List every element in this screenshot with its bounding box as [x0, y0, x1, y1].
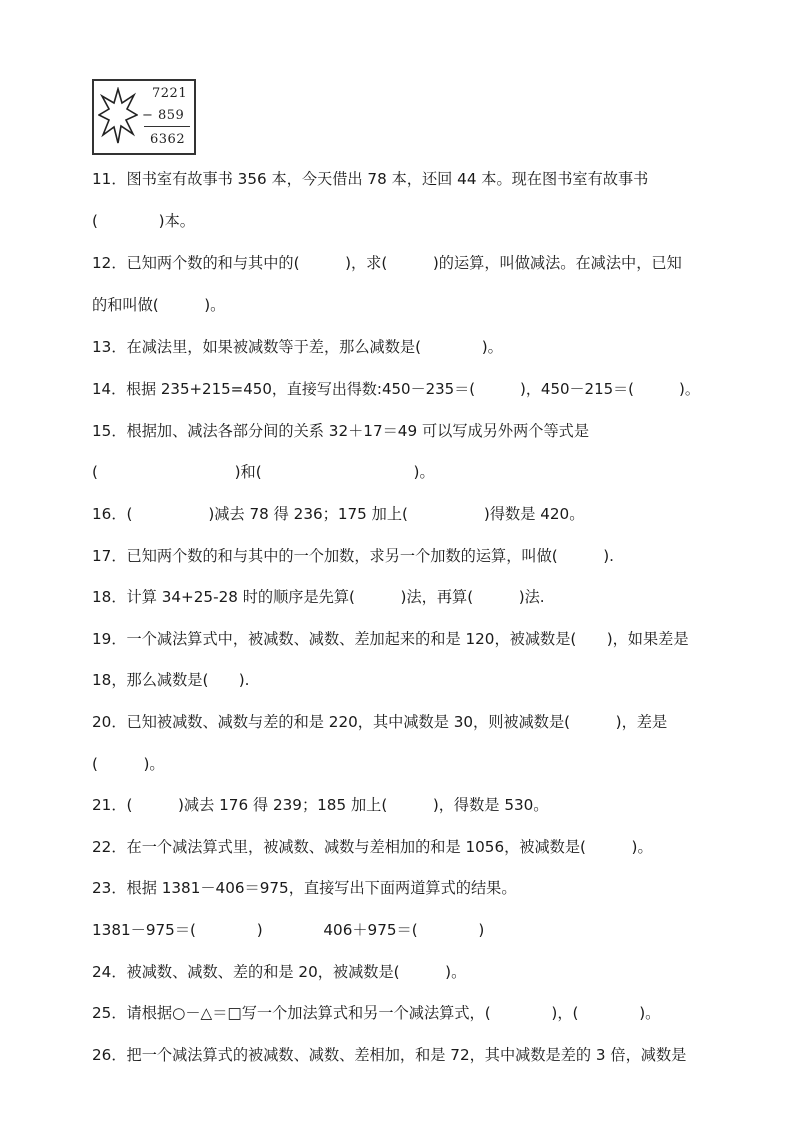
question-15-line-2: ( )和( )。: [92, 463, 435, 481]
question-11-line-2: ( )本。: [92, 212, 195, 230]
figure-rule: [144, 126, 190, 127]
question-21: 21．( )减去 176 得 239；185 加上( )，得数是 530。: [92, 796, 549, 814]
question-15-line-1: 15．根据加、减法各部分间的关系 32＋17＝49 可以写成另外两个等式是: [92, 422, 590, 440]
question-22: 22．在一个减法算式里，被减数、减数与差相加的和是 1056，被减数是( )。: [92, 838, 653, 856]
figure-minuend: 7221: [152, 86, 188, 101]
figure-result: 6362: [150, 132, 186, 147]
subtraction-figure: [92, 79, 196, 155]
question-13: 13．在减法里，如果被减数等于差，那么减数是( )。: [92, 338, 503, 356]
figure-minus-sign: −: [142, 108, 154, 123]
question-26: 26．把一个减法算式的被减数、减数、差相加，和是 72，其中减数是差的 3 倍，减数是: [92, 1046, 687, 1064]
question-23-line-2: 1381－975＝( ) 406＋975＝( ): [92, 921, 485, 939]
question-12-line-1: 12．已知两个数的和与其中的( )，求( )的运算，叫做减法。在减法中，已知: [92, 254, 682, 272]
question-23-line-1: 23．根据 1381－406＝975，直接写出下面两道算式的结果。: [92, 879, 517, 897]
question-18: 18．计算 34+25-28 时的顺序是先算( )法，再算( )法.: [92, 588, 545, 606]
question-24: 24．被减数、减数、差的和是 20，被减数是( )。: [92, 963, 467, 981]
figure-subtrahend: 859: [158, 108, 185, 123]
question-12-line-2: 的和叫做( )。: [92, 296, 226, 314]
question-17: 17．已知两个数的和与其中的一个加数，求另一个加数的运算，叫做( ).: [92, 547, 615, 565]
question-20-line-1: 20．已知被减数、减数与差的和是 220，其中减数是 30，则被减数是( )，差是: [92, 713, 668, 731]
question-11-line-1: 11．图书室有故事书 356 本，今天借出 78 本，还回 44 本。现在图书室有故事书: [92, 170, 649, 188]
question-19-line-1: 19．一个减法算式中，被减数、减数、差加起来的和是 120，被减数是( )，如果差是: [92, 630, 689, 648]
question-16: 16．( )减去 78 得 236；175 加上( )得数是 420。: [92, 505, 585, 523]
question-20-line-2: ( )。: [92, 755, 165, 773]
question-19-line-2: 18，那么减数是( ).: [92, 671, 250, 689]
question-25: 25．请根据○－△＝□写一个加法算式和另一个减法算式，( )，( )。: [92, 1004, 661, 1022]
question-14: 14．根据 235+215=450，直接写出得数:450－235＝( )，450－215＝( )。: [92, 380, 700, 398]
starburst-icon: [98, 87, 138, 147]
